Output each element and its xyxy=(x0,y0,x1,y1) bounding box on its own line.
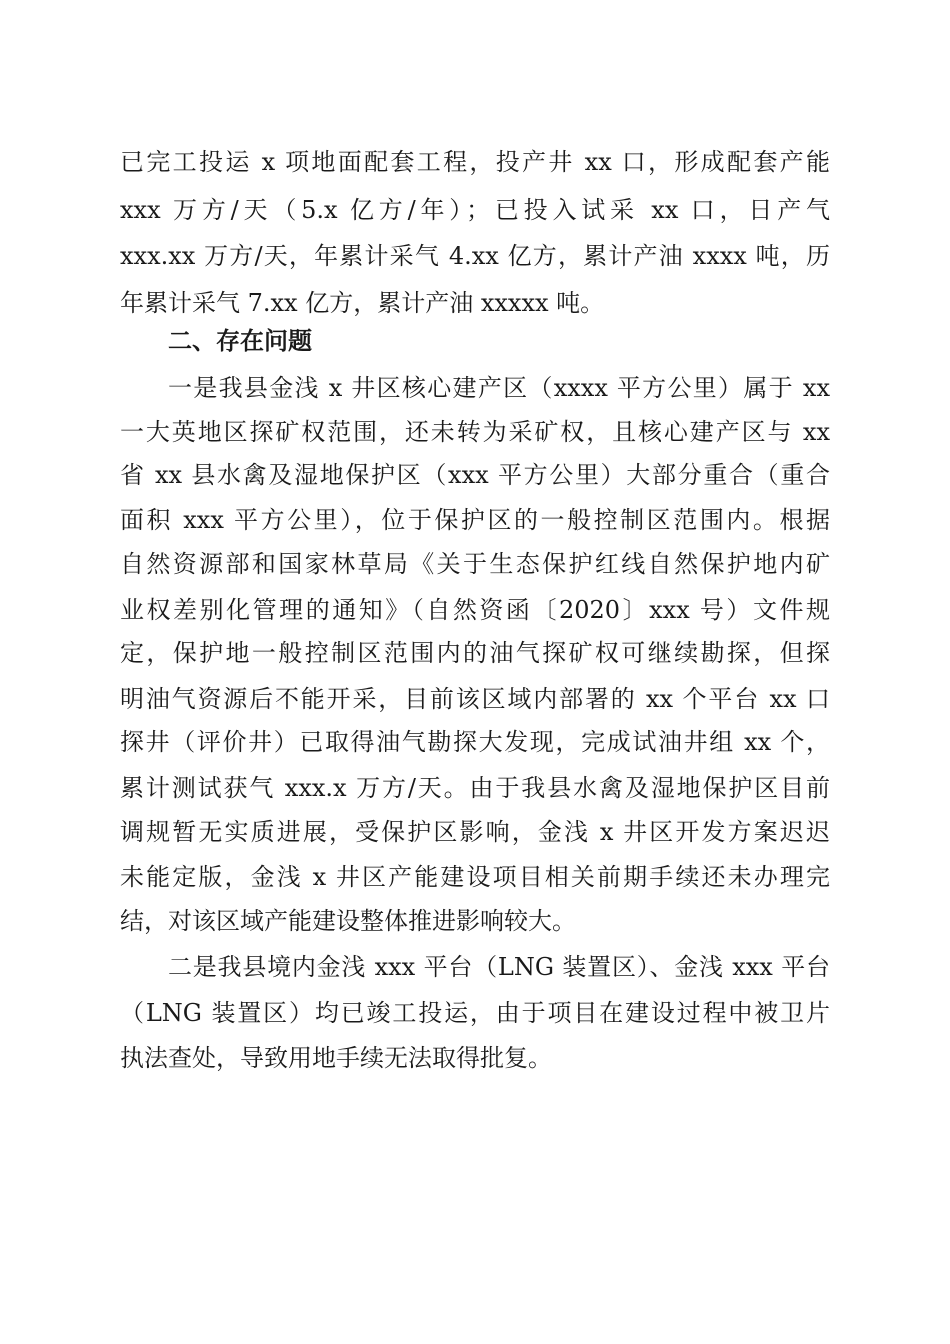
text-line: 定，保护地一般控制区范围内的油气探矿权可继续勘探，但探 xyxy=(120,639,830,667)
text-line: 一大英地区探矿权范围，还未转为采矿权，且核心建产区与 xx xyxy=(120,418,830,446)
text-line: 二是我县境内金浅 xxx 平台（LNG 装置区）、金浅 xxx 平台 xyxy=(168,953,830,981)
text-line: 未能定版，金浅 x 井区产能建设项目相关前期手续还未办理完 xyxy=(120,863,830,891)
text-line: 执法查处，导致用地手续无法取得批复。 xyxy=(120,1044,552,1072)
text-line: 一是我县金浅 x 井区核心建产区（xxxx 平方公里）属于 xx xyxy=(168,374,830,402)
text-line: 自然资源部和国家林草局《关于生态保护红线自然保护地内矿 xyxy=(120,550,830,578)
section-heading: 二、存在问题 xyxy=(168,327,312,355)
text-line: 累计测试获气 xxx.x 万方/天。由于我县水禽及湿地保护区目前 xyxy=(120,774,830,802)
text-line: 结，对该区域产能建设整体推进影响较大。 xyxy=(120,907,576,935)
text-line: 年累计采气 7.xx 亿方，累计产油 xxxxx 吨。 xyxy=(120,289,605,317)
text-line: 调规暂无实质进展，受保护区影响，金浅 x 井区开发方案迟迟 xyxy=(120,818,830,846)
text-line: 探井（评价井）已取得油气勘探大发现，完成试油井组 xx 个， xyxy=(120,728,830,756)
text-line: （LNG 装置区）均已竣工投运，由于项目在建设过程中被卫片 xyxy=(120,999,830,1027)
text-line: 面积 xxx 平方公里），位于保护区的一般控制区范围内。根据 xyxy=(120,506,830,534)
text-line: xxx.xx 万方/天，年累计采气 4.xx 亿方，累计产油 xxxx 吨，历 xyxy=(120,242,830,270)
text-line: 省 xx 县水禽及湿地保护区（xxx 平方公里）大部分重合（重合 xyxy=(120,461,830,489)
text-line: 业权差别化管理的通知》（自然资函〔2020〕xxx 号）文件规 xyxy=(120,596,830,624)
text-line: 明油气资源后不能开采，目前该区域内部署的 xx 个平台 xx 口 xyxy=(120,685,830,713)
text-line: 已完工投运 x 项地面配套工程，投产井 xx 口，形成配套产能 xyxy=(120,148,830,176)
text-line: xxx 万方/天（5.x 亿方/年）；已投入试采 xx 口，日产气 xyxy=(120,196,830,224)
